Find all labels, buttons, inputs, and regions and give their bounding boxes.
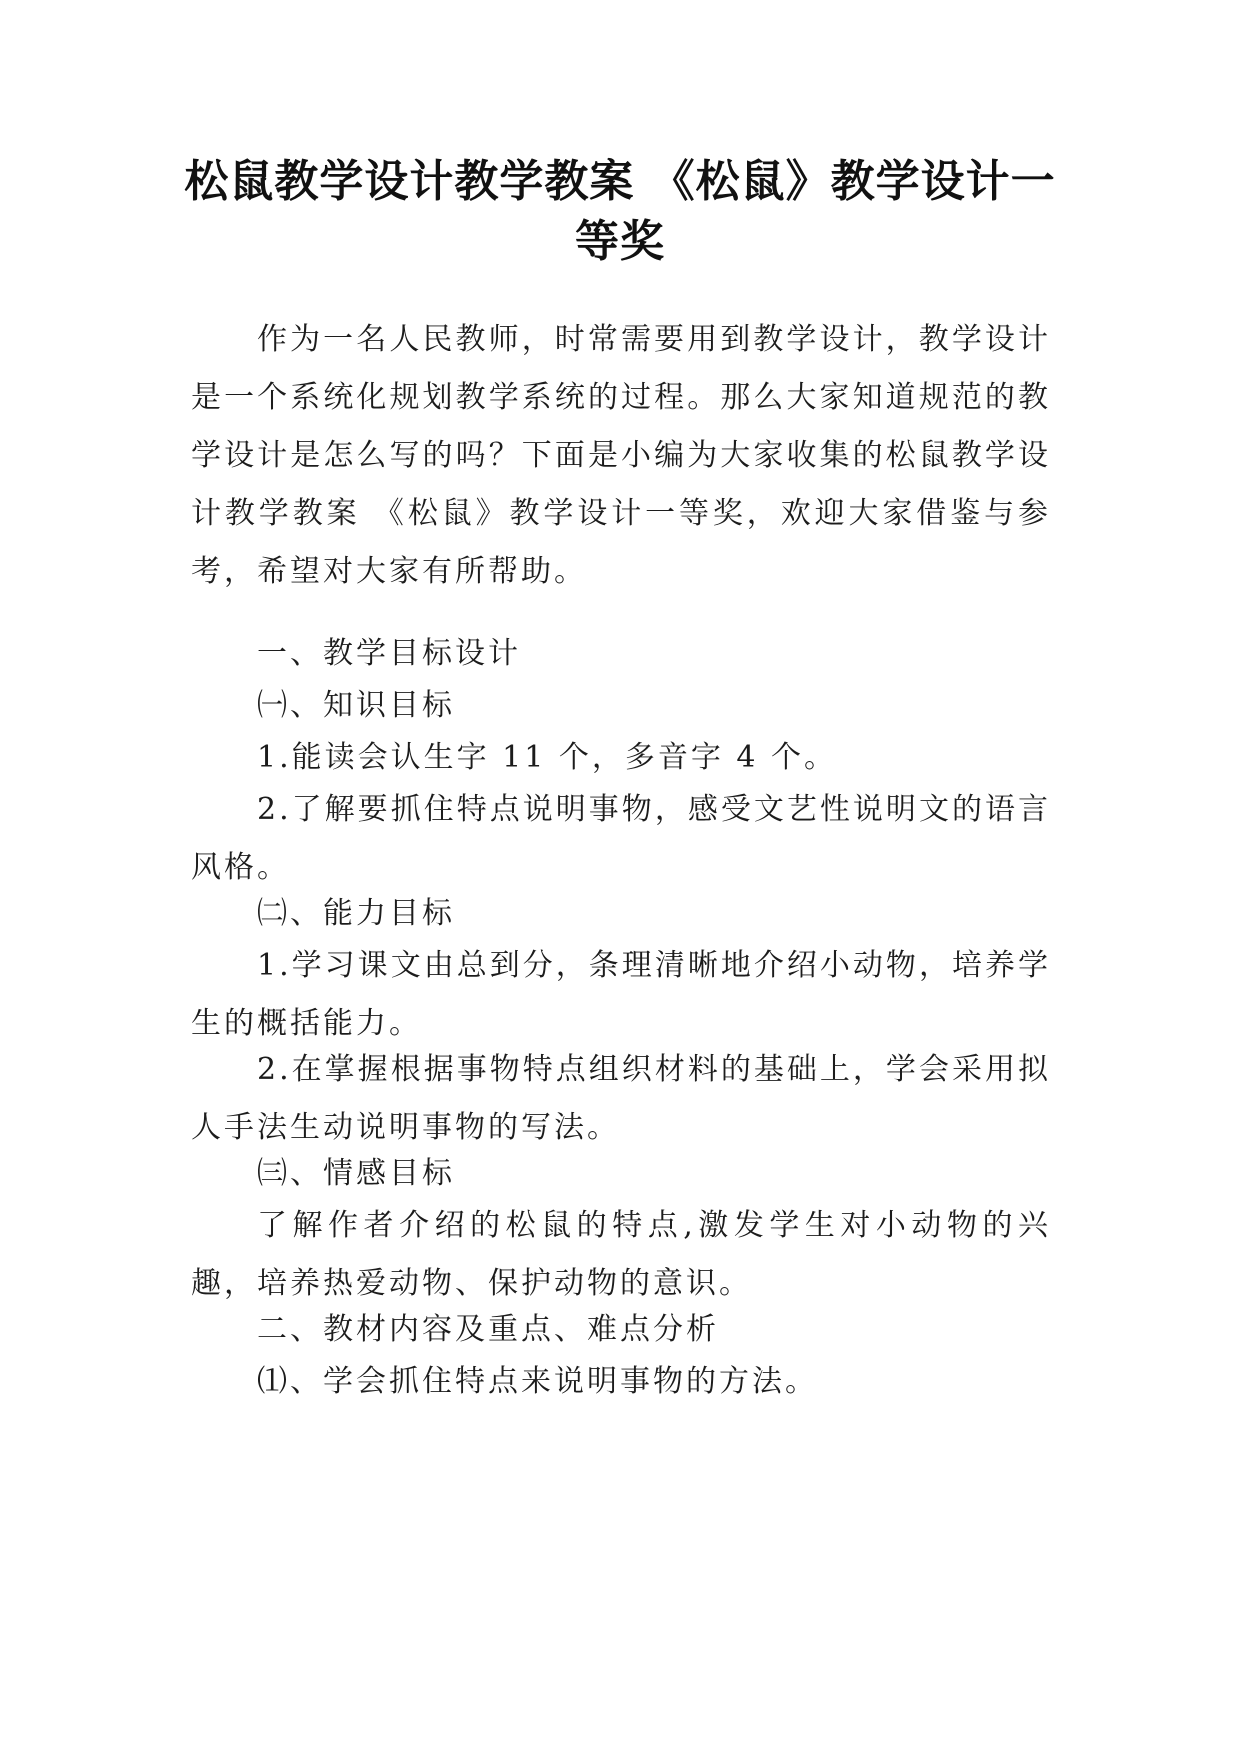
section-heading-objectives: 一、教学目标设计 — [257, 636, 521, 671]
knowledge-goal-item-2: 2.了解要抓住特点说明事物，感受文艺性说明文的语言风格。 — [191, 792, 1051, 885]
subheading-emotion-goals: ㈢、情感目标 — [257, 1156, 455, 1191]
content-analysis-item-1: ⑴、学会抓住特点来说明事物的方法。 — [257, 1364, 818, 1399]
document-title: 松鼠教学设计教学教案 《松鼠》教学设计一等奖 — [184, 156, 1056, 267]
intro-paragraph: 作为一名人民教师，时常需要用到教学设计，教学设计是一个系统化规划教学系统的过程。那么大家知道规范的教学设计是怎么写的吗？下面是小编为大家收集的松鼠教学设计教学教案 《松鼠》教学设计一等奖，欢迎大家借鉴与参考，希望对大家有所帮助。 — [191, 322, 1051, 589]
knowledge-goal-item-1: 1.能读会认生字 11 个，多音字 4 个。 — [257, 740, 838, 775]
subheading-knowledge-goals: ㈠、知识目标 — [257, 688, 455, 723]
section-heading-content-analysis: 二、教材内容及重点、难点分析 — [257, 1312, 719, 1347]
subheading-ability-goals: ㈡、能力目标 — [257, 896, 455, 931]
ability-goal-item-1: 1.学习课文由总到分，条理清晰地介绍小动物，培养学生的概括能力。 — [191, 948, 1051, 1041]
ability-goal-item-2: 2.在掌握根据事物特点组织材料的基础上，学会采用拟人手法生动说明事物的写法。 — [191, 1052, 1051, 1145]
emotion-goal-text: 了解作者介绍的松鼠的特点,激发学生对小动物的兴趣，培养热爱动物、保护动物的意识。 — [191, 1208, 1051, 1301]
